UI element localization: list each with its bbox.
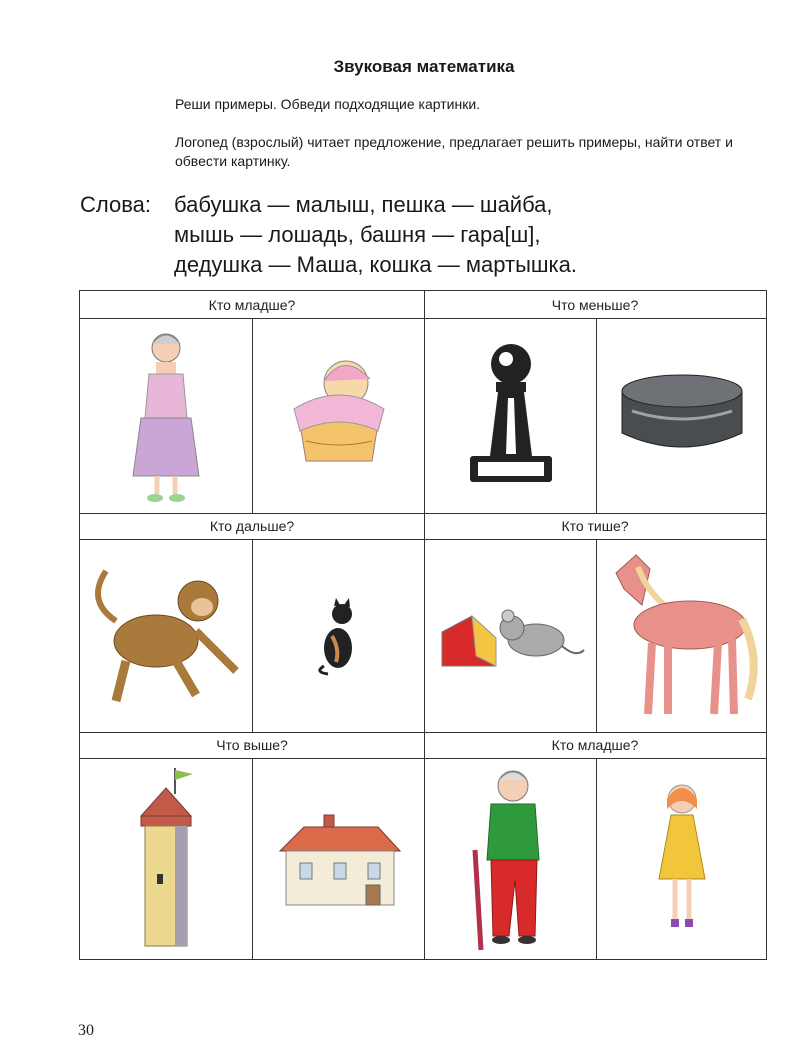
instruction-1: Реши примеры. Обведи подходящие картинки. <box>175 96 481 112</box>
words-line-2: мышь — лошадь, башня — гара[ш], <box>174 222 541 247</box>
baby-icon <box>284 351 394 481</box>
grandmother-icon <box>121 326 211 506</box>
chess-pawn-picture[interactable] <box>425 319 596 513</box>
question-header: Кто младше? <box>551 737 639 753</box>
grandmother-picture[interactable] <box>80 319 252 513</box>
instruction-2: Логопед (взрослый) читает предложение, предлагает решить примеры, найти ответ и обвести картинку. <box>175 134 733 169</box>
question-header: Кто младше? <box>208 296 296 313</box>
baby-picture[interactable] <box>253 319 424 513</box>
mouse-picture[interactable] <box>425 540 596 732</box>
page-title: Звуковая математика <box>333 57 515 76</box>
mouse-icon <box>436 596 586 676</box>
question-header: Что меньше? <box>551 296 639 313</box>
grandfather-icon <box>461 764 561 954</box>
cat-icon <box>314 596 364 676</box>
words-line-3: дедушка — Маша, кошка — мартышка. <box>174 252 577 277</box>
page-number: 30 <box>78 1022 94 1039</box>
house-picture[interactable] <box>253 759 424 959</box>
grandfather-picture[interactable] <box>425 759 596 959</box>
girl-picture[interactable] <box>597 759 766 959</box>
monkey-icon <box>86 561 246 711</box>
hockey-puck-icon <box>612 361 752 471</box>
tower-icon <box>131 764 201 954</box>
question-header: Кто дальше? <box>209 518 295 534</box>
words-line-1: бабушка — малыш, пешка — шайба, <box>174 192 553 217</box>
tower-picture[interactable] <box>80 759 252 959</box>
question-header: Кто тише? <box>561 518 629 534</box>
horse-icon <box>602 549 762 724</box>
girl-icon <box>647 779 717 939</box>
words-label: Слова: <box>80 192 151 217</box>
hockey-puck-picture[interactable] <box>597 319 766 513</box>
exercise-grid <box>79 290 767 960</box>
monkey-picture[interactable] <box>80 540 252 732</box>
cat-picture[interactable] <box>253 540 424 732</box>
chess-pawn-icon <box>456 336 566 496</box>
words-block <box>174 190 577 280</box>
house-icon <box>274 809 404 909</box>
question-header: Что выше? <box>216 737 288 753</box>
horse-picture[interactable] <box>597 540 766 732</box>
